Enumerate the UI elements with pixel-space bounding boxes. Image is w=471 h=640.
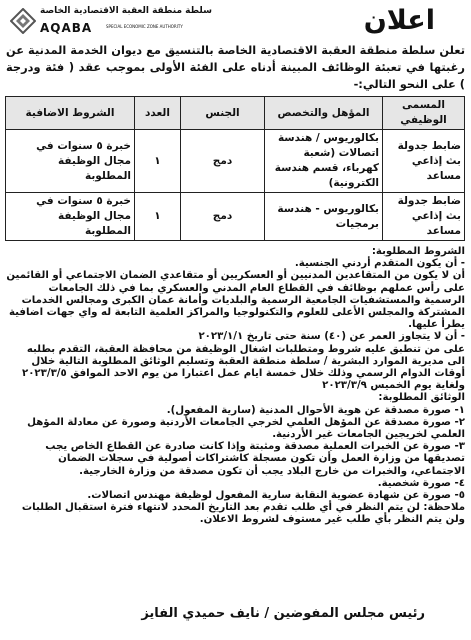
condition-line: - أن يكون المتقدم أردني الجنسية. bbox=[294, 258, 465, 270]
header bbox=[6, 4, 465, 40]
gender-cell: دمج bbox=[181, 130, 265, 193]
column-header-gender: الجنس bbox=[181, 97, 265, 130]
document-line: ٤- صورة شخصية. bbox=[377, 477, 465, 489]
table-row bbox=[6, 130, 465, 193]
column-header-extra: الشروط الاضافية bbox=[6, 97, 135, 130]
condition-line: أن لا يكون من المتقاعدين المدنيين أو العسكريين أو متقاعدي الضمان الاجتماعي أو القائمين على رأس عملهم بوظائف في القطاع العام المدني والعسكري بما في ذلك الجامعات الرسمية والمستشفيات الجامعية الرسمية والبلديات وأمانة عمان الكبرى ومجالس الخدمات المشتركة والمجلس الأعلى للعلوم والتكنولوجيا والمراكز العلمية التابعة له واي جهات اضافية يطرأ عليها. bbox=[6, 270, 465, 331]
document-line: ٣- صورة عن الخبرات العملية مصدقة ومثبتة وإذا كانت صادرة عن القطاع الخاص يجب تصديقها من وزارة العمل وأن تكون مسجلة كاشتراكات أصولية في سجلات الضمان الاجتماعي، والخبرات من خارج البلاد يجب أن تكون مصدقة من وزارة الخارجية. bbox=[45, 441, 465, 477]
extra-conditions-cell: خبرة ٥ سنوات في مجال الوظيفة المطلوبة bbox=[6, 130, 135, 193]
logo-arabic-text: سلطة منطقة العقبة الاقتصادية الخاصة bbox=[40, 6, 212, 16]
qualification-cell: بكالوريوس - هندسة برمجيات bbox=[265, 193, 383, 241]
column-header-qualification: المؤهل والتخصص bbox=[265, 97, 383, 130]
logo-english-subtitle: SPECIAL ECONOMIC ZONE AUTHORITY bbox=[106, 24, 183, 29]
document-line: ٢- صورة مصدقة عن المؤهل العلمي لخرجي الجامعات الأردنية وصورة عن معادلة المؤهل العلمي لخريجين الجامعات غير الأردنية. bbox=[27, 416, 465, 441]
condition-line: - أن لا يتجاوز العمر عن (٤٠) سنة حتى تاريخ ٢٠٢٣/١/١ bbox=[198, 331, 465, 343]
conditions-section bbox=[6, 246, 465, 527]
table-header-row bbox=[6, 97, 465, 130]
extra-conditions-cell: خبرة ٥ سنوات في مجال الوظيفة المطلوبة bbox=[6, 193, 135, 241]
signature: رئيس مجلس المفوضين / نايف حميدي الفايز bbox=[141, 606, 425, 621]
condition-line: على من تنطبق عليه شروط ومتطلبات اشغال الوظيفة من محافظة العقبة، التقدم بطلبه الى مديرية الموارد البشرية / سلطة منطقة العقبة وتسليم الوثائق المطلوبة التالية خلال أوقات الدوام الرسمي وذلك خلال خمسة ايام عمل اعتبارا من يوم الاحد الموافق ٢٠٢٣/٣/٥ ولغاية يوم الخميس ٢٠٢٣/٣/٩ bbox=[21, 343, 465, 392]
document-line: ١- صورة مصدقة عن هوية الأحوال المدنية (سارية المفعول). bbox=[166, 404, 465, 416]
announcement-title: اعلان bbox=[363, 5, 435, 36]
aqaba-logo bbox=[10, 6, 232, 38]
job-title-cell: ضابط جدولة بث إذاعي مساعد bbox=[383, 193, 465, 241]
table-row bbox=[6, 193, 465, 241]
job-title-cell: ضابط جدولة بث إذاعي مساعد bbox=[383, 130, 465, 193]
document-line: ٥- صورة عن شهادة عضوية النقابة سارية المفعول لوظيفة مهندس اتصالات. bbox=[87, 490, 465, 502]
column-header-title: المسمى الوظيفي bbox=[383, 97, 465, 130]
column-header-count: العدد bbox=[135, 97, 181, 130]
conditions-heading: الشروط المطلوبة: bbox=[371, 246, 465, 257]
count-cell: ١ bbox=[135, 130, 181, 193]
documents-heading: الوثائق المطلوبة: bbox=[378, 392, 465, 404]
note-line: ملاحظة: لن يتم النظر في أي طلب تقدم بعد التاريخ المحدد لانتهاء فترة استقبال الطلبات ولن يتم النظر بأي طلب غير مستوف لشروط الاعلان. bbox=[21, 502, 465, 526]
logo-english-text: AQABA bbox=[40, 21, 93, 35]
jobs-table bbox=[5, 96, 465, 241]
qualification-cell: بكالوريوس / هندسة اتصالات (شعبة كهرباء، قسم هندسة الكترونية) bbox=[265, 130, 383, 193]
intro-paragraph: تعلن سلطة منطقة العقبة الاقتصادية الخاصة بالتنسيق مع ديوان الخدمة المدنية عن رغبتها في تعبئة الوظائف المبينة أدناه على الفئة الأولى بموجب عقد ( فئة ودرجة ) على النحو التالي:- bbox=[6, 43, 465, 91]
count-cell: ١ bbox=[135, 193, 181, 241]
gender-cell: دمج bbox=[181, 193, 265, 241]
aqaba-logo-icon bbox=[10, 8, 36, 34]
